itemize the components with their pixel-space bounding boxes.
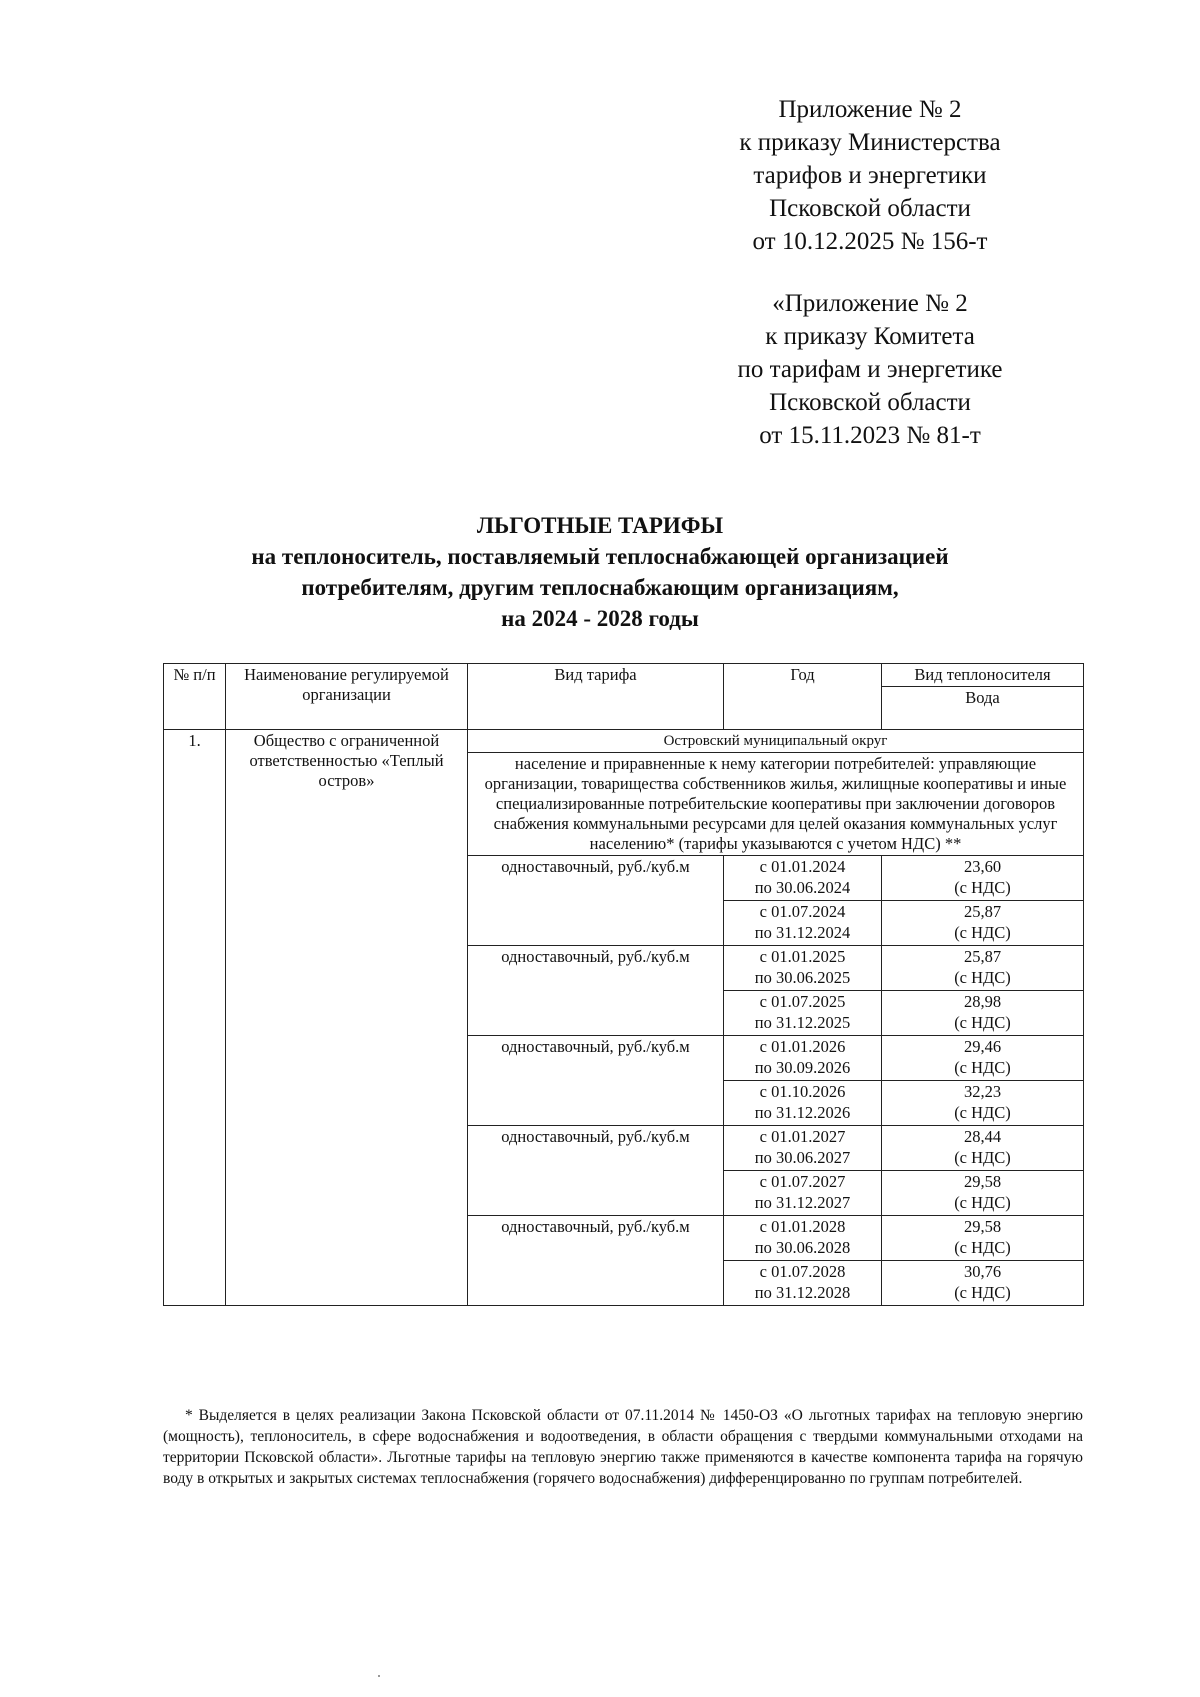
tariff-value-cell bbox=[882, 856, 1084, 901]
vat-note: (с НДС) bbox=[954, 1058, 1011, 1077]
scan-speck bbox=[378, 1675, 380, 1677]
appendix-line: Приложение № 2 bbox=[778, 96, 962, 123]
footnote: * Выделяется в целях реализации Закона Псковской области от 07.11.2014 № 1450-ОЗ «О льготных тарифах на тепловую энергию (мощность), теплоноситель, в сфере водоснабжения и водоотведения, в области обращения с твердыми коммунальными отходами на территории Псковской области». Льготные тарифы на тепловую энергию также применяются в качестве компонента тарифа на горячую воду в открытых и закрытых системах теплоснабжения (горячего водоснабжения) дифференцированно по группам потребителей. bbox=[163, 1407, 1083, 1487]
period-cell bbox=[724, 1171, 882, 1216]
period-cell bbox=[724, 856, 882, 901]
vat-note: (с НДС) bbox=[954, 1238, 1011, 1257]
period-cell bbox=[724, 1126, 882, 1171]
period-from: с 01.01.2026 bbox=[759, 1037, 846, 1056]
tariff-value: 23,60 bbox=[963, 857, 1002, 876]
tariff-type-cell: одноставочный, руб./куб.м bbox=[468, 1126, 724, 1216]
vat-note: (с НДС) bbox=[954, 923, 1011, 942]
tariff-value: 29,58 bbox=[963, 1217, 1002, 1236]
tariff-value: 25,87 bbox=[963, 947, 1002, 966]
period-from: с 01.10.2026 bbox=[759, 1082, 846, 1101]
period-from: с 01.07.2027 bbox=[759, 1172, 846, 1191]
tariff-type-cell: одноставочный, руб./куб.м bbox=[468, 1036, 724, 1126]
tariff-type-cell: одноставочный, руб./куб.м bbox=[468, 1216, 724, 1306]
period-to: по 30.06.2024 bbox=[754, 878, 851, 897]
vat-note: (с НДС) bbox=[954, 1193, 1011, 1212]
tariff-value: 28,44 bbox=[963, 1127, 1002, 1146]
vat-note: (с НДС) bbox=[954, 1148, 1011, 1167]
tariff-value-cell bbox=[882, 1216, 1084, 1261]
tariff-value: 32,23 bbox=[963, 1082, 1002, 1101]
vat-note: (с НДС) bbox=[954, 878, 1011, 897]
period-from: с 01.01.2025 bbox=[759, 947, 846, 966]
period-to: по 30.06.2025 bbox=[754, 968, 851, 987]
tariff-value: 29,46 bbox=[963, 1037, 1002, 1056]
row-num: 1. bbox=[164, 730, 226, 1306]
appendix-line: от 15.11.2023 № 81-т bbox=[759, 422, 981, 449]
tariff-value-cell bbox=[882, 901, 1084, 946]
period-to: по 31.12.2027 bbox=[754, 1193, 851, 1212]
title-line: потребителям, другим теплоснабжающим организациям, bbox=[301, 575, 899, 600]
period-from: с 01.07.2024 bbox=[759, 902, 846, 921]
vat-note: (с НДС) bbox=[954, 1103, 1011, 1122]
period-cell bbox=[724, 991, 882, 1036]
period-to: по 30.06.2027 bbox=[754, 1148, 851, 1167]
header-water: Вода bbox=[882, 687, 1084, 730]
tariff-value-cell bbox=[882, 1171, 1084, 1216]
document-title bbox=[150, 510, 1050, 634]
appendix-line: к приказу Комитета bbox=[765, 323, 975, 350]
appendix-line: «Приложение № 2 bbox=[772, 290, 968, 317]
period-to: по 31.12.2028 bbox=[754, 1283, 851, 1302]
tariff-value-cell bbox=[882, 991, 1084, 1036]
tariff-value: 28,98 bbox=[963, 992, 1002, 1011]
consumer-category: население и приравненные к нему категории потребителей: управляющие организации, товарищества собственников жилья, жилищные кооперативы и иные специализированные потребительские кооперативы при заключении договоров снабжения коммунальными ресурсами для целей оказания коммунальных услуг населению* (тарифы указываются с учетом НДС) ** bbox=[468, 753, 1084, 856]
tariff-value: 29,58 bbox=[963, 1172, 1002, 1191]
appendix-line: к приказу Министерства bbox=[739, 129, 1001, 156]
appendix-line: от 10.12.2025 № 156-т bbox=[752, 228, 988, 255]
period-cell bbox=[724, 901, 882, 946]
period-from: с 01.01.2024 bbox=[759, 857, 846, 876]
appendix-line: тарифов и энергетики bbox=[753, 162, 987, 189]
tariff-value-cell bbox=[882, 1081, 1084, 1126]
appendix-line: Псковской области bbox=[769, 195, 971, 222]
period-from: с 01.07.2025 bbox=[759, 992, 846, 1011]
appendix-previous-order bbox=[700, 287, 1040, 452]
period-cell bbox=[724, 1081, 882, 1126]
appendix-line: по тарифам и энергетике bbox=[737, 356, 1003, 383]
vat-note: (с НДС) bbox=[954, 968, 1011, 987]
period-cell bbox=[724, 1216, 882, 1261]
period-to: по 31.12.2025 bbox=[754, 1013, 851, 1032]
tariff-value-cell bbox=[882, 1126, 1084, 1171]
period-cell bbox=[724, 1261, 882, 1306]
district-name: Островский муниципальный округ bbox=[468, 730, 1084, 753]
table-header-row bbox=[164, 664, 1084, 687]
tariff-value-cell bbox=[882, 1036, 1084, 1081]
period-to: по 30.09.2026 bbox=[754, 1058, 851, 1077]
org-name: Общество с ограниченной ответственностью «Теплый остров» bbox=[226, 730, 468, 1306]
tariff-value: 25,87 bbox=[963, 902, 1002, 921]
header-carrier: Вид теплоносителя bbox=[882, 664, 1084, 687]
tariff-value-cell bbox=[882, 1261, 1084, 1306]
header-tariff-type: Вид тарифа bbox=[468, 664, 724, 730]
tariff-value: 30,76 bbox=[963, 1262, 1002, 1281]
header-year: Год bbox=[724, 664, 882, 730]
vat-note: (с НДС) bbox=[954, 1013, 1011, 1032]
tariff-value-cell bbox=[882, 946, 1084, 991]
tariff-table bbox=[163, 663, 1084, 1306]
period-cell bbox=[724, 1036, 882, 1081]
title-line: ЛЬГОТНЫЕ ТАРИФЫ bbox=[476, 513, 724, 538]
appendix-current-order bbox=[700, 93, 1040, 258]
period-to: по 31.12.2024 bbox=[754, 923, 851, 942]
period-to: по 30.06.2028 bbox=[754, 1238, 851, 1257]
header-num: № п/п bbox=[164, 664, 226, 730]
period-to: по 31.12.2026 bbox=[754, 1103, 851, 1122]
tariff-type-cell: одноставочный, руб./куб.м bbox=[468, 856, 724, 946]
period-from: с 01.07.2028 bbox=[759, 1262, 846, 1281]
table-row bbox=[164, 730, 1084, 753]
vat-note: (с НДС) bbox=[954, 1283, 1011, 1302]
title-line: на теплоноситель, поставляемый теплоснабжающей организацией bbox=[251, 544, 949, 569]
title-line: на 2024 - 2028 годы bbox=[501, 606, 699, 631]
header-org: Наименование регулируемой организации bbox=[226, 664, 468, 730]
period-from: с 01.01.2028 bbox=[759, 1217, 846, 1236]
period-cell bbox=[724, 946, 882, 991]
period-from: с 01.01.2027 bbox=[759, 1127, 846, 1146]
tariff-type-cell: одноставочный, руб./куб.м bbox=[468, 946, 724, 1036]
appendix-line: Псковской области bbox=[769, 389, 971, 416]
